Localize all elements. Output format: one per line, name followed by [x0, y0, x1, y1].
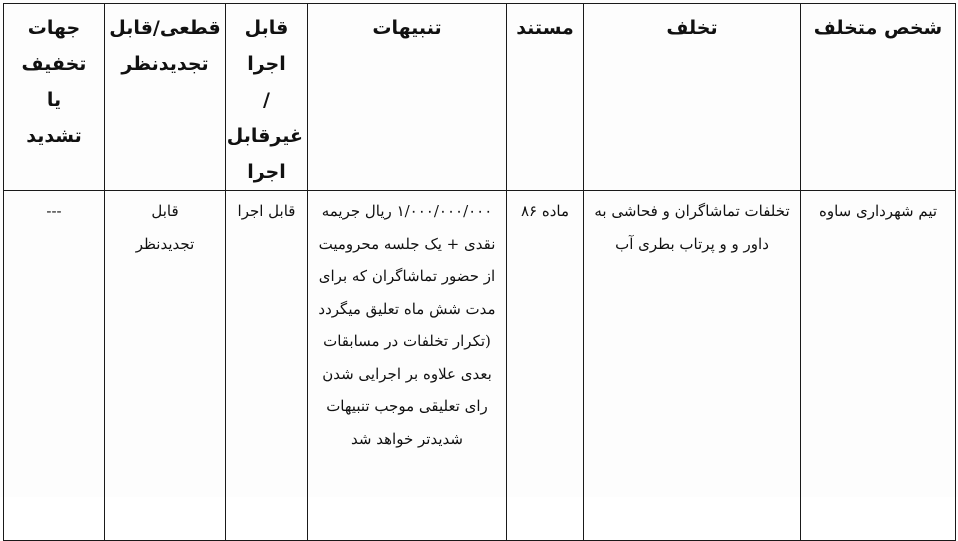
header-enforceable: قابل اجرا /غیرقابل اجرا	[226, 4, 308, 191]
cell-penalties: ۱/۰۰۰/۰۰۰/۰۰۰ ریال جریمه نقدی + یک جلسه محرومیت از حضور تماشاگران که برای مدت شش ماه تعلیق میگردد (تکرار تخلفات در مسابقات بعدی علاوه بر اجرایی شدن رای تعلیقی موجب تنبیهات شدیدتر خواهد شد	[308, 191, 507, 541]
header-basis: مستند	[507, 4, 584, 191]
header-penalties: تنبیهات	[308, 4, 507, 191]
header-mitigation: جهات تخفیف یا تشدید	[4, 4, 105, 191]
cell-enforceable: قابل اجرا	[226, 191, 308, 541]
header-offender: شخص متخلف	[801, 4, 956, 191]
disciplinary-ruling-table	[3, 3, 956, 541]
header-appeal: قطعی/قابل تجدیدنظر	[105, 4, 226, 191]
cell-violation: تخلفات تماشاگران و فحاشی به داور و و پرتاب بطری آب	[584, 191, 801, 541]
cell-offender: تیم شهرداری ساوه	[801, 191, 956, 541]
header-row	[4, 4, 956, 191]
cell-appeal: قابل تجدیدنظر	[105, 191, 226, 541]
header-violation: تخلف	[584, 4, 801, 191]
cell-basis: ماده ۸۶	[507, 191, 584, 541]
table-row	[4, 191, 956, 541]
cell-mitigation: ---	[4, 191, 105, 541]
